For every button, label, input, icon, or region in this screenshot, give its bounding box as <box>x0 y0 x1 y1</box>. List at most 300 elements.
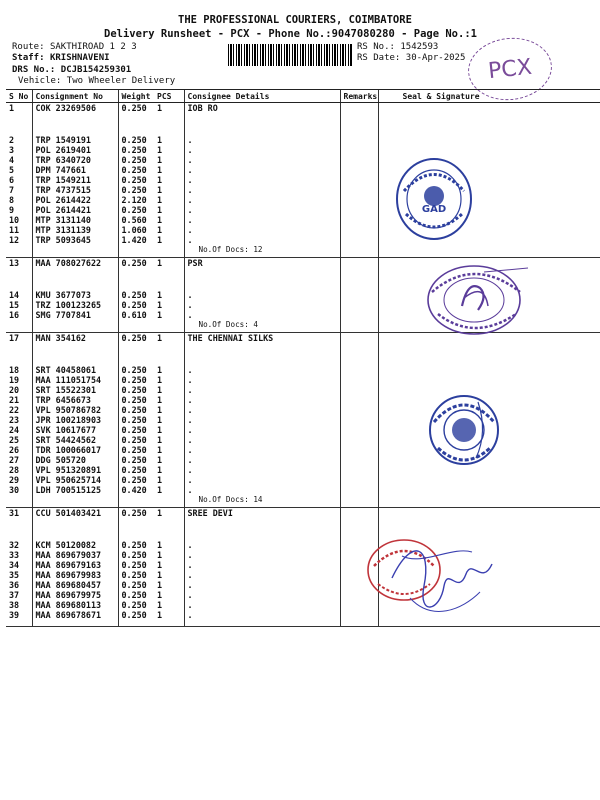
cell-consignment-no: LDH 700515125 <box>32 485 118 495</box>
table-row <box>6 365 600 375</box>
cell-sno: 21 <box>9 395 20 405</box>
cell-consignee: IOB RO <box>184 103 340 114</box>
cell-consignee: . <box>184 465 340 475</box>
table-row <box>6 185 600 195</box>
cell-weight: 0.250 <box>118 465 154 475</box>
table-row <box>6 395 600 405</box>
cell-pcs <box>154 620 184 627</box>
cell-pcs: 1 <box>157 300 163 310</box>
cell-weight: 0.250 <box>118 590 154 600</box>
cell-seal <box>378 245 600 258</box>
cell-consignment-no: KCM 50120082 <box>32 540 118 550</box>
cell-pcs: 1 <box>157 445 163 455</box>
cell-remarks <box>340 215 378 225</box>
cell-pcs <box>154 518 184 540</box>
cell-consignee: . <box>184 385 340 395</box>
cell-consignment-no: VPL 950625714 <box>32 475 118 485</box>
cell-weight: 0.250 <box>118 508 154 519</box>
cell-weight: 0.250 <box>118 415 154 425</box>
cell-consignee: . <box>184 425 340 435</box>
cell-consignee: . <box>184 145 340 155</box>
cell-weight <box>118 495 154 508</box>
cell-sno <box>6 245 32 258</box>
col-remarks-header: Remarks <box>340 90 378 103</box>
cell-pcs: 1 <box>157 310 163 320</box>
cell-pcs: 1 <box>157 365 163 375</box>
cell-consignment-no: SRT 15522301 <box>32 385 118 395</box>
no-of-docs-label: No.Of Docs: 12 <box>184 245 340 258</box>
cell-consignee: . <box>184 185 340 195</box>
cell-weight: 0.250 <box>118 550 154 560</box>
cell-sno: 26 <box>9 445 20 455</box>
cell-weight: 0.250 <box>118 145 154 155</box>
cell-weight: 1.420 <box>118 235 154 245</box>
cell-remarks <box>340 375 378 385</box>
cell-sno <box>6 113 32 135</box>
cell-weight: 0.420 <box>118 485 154 495</box>
row-spacer <box>6 343 600 365</box>
cell-remarks <box>340 415 378 425</box>
cell-consignee <box>184 268 340 290</box>
cell-pcs <box>154 268 184 290</box>
cell-sno: 1 <box>9 103 15 113</box>
cell-consignee: . <box>184 290 340 300</box>
cell-remarks <box>340 290 378 300</box>
company-title: THE PROFESSIONAL COURIERS, COIMBATORE <box>178 14 412 26</box>
cell-consignment-no: POL 2614422 <box>32 195 118 205</box>
cell-weight: 0.250 <box>118 405 154 415</box>
cell-consignee: . <box>184 415 340 425</box>
cell-pcs: 1 <box>157 580 163 590</box>
cell-pcs: 1 <box>157 425 163 435</box>
cell-remarks <box>340 103 378 114</box>
cell-weight <box>118 320 154 333</box>
cell-consignment-no <box>32 518 118 540</box>
cell-remarks <box>340 225 378 235</box>
table-row <box>6 425 600 435</box>
cell-consignment-no: MTP 3131140 <box>32 215 118 225</box>
cell-consignee: . <box>184 590 340 600</box>
cell-pcs: 1 <box>157 155 163 165</box>
route-label: Route: <box>12 42 45 52</box>
cell-consignment-no: MAA 869679983 <box>32 570 118 580</box>
table-row <box>6 445 600 455</box>
cell-pcs: 1 <box>157 560 163 570</box>
cell-sno: 29 <box>9 475 20 485</box>
cell-weight: 0.250 <box>118 385 154 395</box>
cell-consignee: . <box>184 610 340 620</box>
cell-consignee: . <box>184 560 340 570</box>
cell-pcs: 1 <box>157 135 163 145</box>
cell-consignment-no: MTP 3131139 <box>32 225 118 235</box>
cell-consignment-no: TRP 6340720 <box>32 155 118 165</box>
cell-pcs: 1 <box>157 415 163 425</box>
cell-sno: 15 <box>9 300 20 310</box>
cell-weight: 0.250 <box>118 455 154 465</box>
cell-pcs: 1 <box>157 333 163 343</box>
col-sno-header: S No <box>6 90 32 103</box>
table-row <box>6 385 600 395</box>
table-row <box>6 215 600 225</box>
cell-sno: 3 <box>9 145 15 155</box>
cell-consignee: . <box>184 135 340 145</box>
route-line <box>12 42 137 52</box>
cell-consignment-no <box>32 245 118 258</box>
cell-pcs <box>154 245 184 258</box>
cell-remarks <box>340 485 378 495</box>
cell-weight: 0.250 <box>118 580 154 590</box>
cell-pcs: 1 <box>157 175 163 185</box>
cell-consignment-no: TRP 6456673 <box>32 395 118 405</box>
cell-sno: 25 <box>9 435 20 445</box>
rs-no-label: RS No.: <box>357 42 395 52</box>
table-row <box>6 485 600 495</box>
cell-pcs <box>154 495 184 508</box>
vehicle-line <box>18 76 175 86</box>
cell-remarks <box>340 185 378 195</box>
cell-weight: 0.250 <box>118 205 154 215</box>
cell-sno: 39 <box>9 610 20 620</box>
cell-pcs: 1 <box>157 570 163 580</box>
table-row <box>6 165 600 175</box>
cell-remarks <box>340 300 378 310</box>
rs-no-line <box>357 42 438 52</box>
cell-weight: 0.250 <box>118 290 154 300</box>
cell-remarks <box>340 268 378 290</box>
cell-weight <box>118 268 154 290</box>
table-row <box>6 455 600 465</box>
rs-no-value: 1542593 <box>400 42 439 52</box>
cell-remarks <box>340 145 378 155</box>
table-row <box>6 465 600 475</box>
cell-weight: 0.250 <box>118 445 154 455</box>
drs-line <box>12 65 131 75</box>
cell-consignment-no: DPM 747661 <box>32 165 118 175</box>
cell-pcs: 1 <box>157 385 163 395</box>
cell-sno: 16 <box>9 310 20 320</box>
cell-pcs: 1 <box>157 195 163 205</box>
svk-sarees-seal-stamp <box>424 262 534 338</box>
cell-remarks <box>340 465 378 475</box>
group-first-row <box>6 103 600 114</box>
cell-pcs: 1 <box>157 185 163 195</box>
no-of-docs-label: No.Of Docs: 14 <box>184 495 340 508</box>
cell-consignment-no <box>32 268 118 290</box>
cell-sno <box>6 268 32 290</box>
cell-consignee: PSR <box>184 258 340 269</box>
cell-remarks <box>340 508 378 519</box>
cell-consignee: . <box>184 215 340 225</box>
table-row <box>6 415 600 425</box>
runsheet-subtitle: Delivery Runsheet - PCX - Phone No.:9047080280 - Page No.:1 <box>104 28 477 40</box>
cell-consignment-no: TRP 5093645 <box>32 235 118 245</box>
no-of-docs-row <box>6 495 600 508</box>
vehicle-label: Vehicle: <box>18 76 62 86</box>
cell-pcs: 1 <box>157 600 163 610</box>
cell-consignment-no: TRZ 100123265 <box>32 300 118 310</box>
cell-consignment-no <box>32 620 118 627</box>
cell-weight <box>118 518 154 540</box>
cell-consignment-no <box>32 343 118 365</box>
cell-consignment-no: MAA 708027622 <box>32 258 118 269</box>
no-of-docs-row <box>6 245 600 258</box>
cell-pcs: 1 <box>157 540 163 550</box>
cell-consignment-no: MAA 869679037 <box>32 550 118 560</box>
cell-consignee: THE CHENNAI SILKS <box>184 333 340 344</box>
cell-sno: 14 <box>9 290 20 300</box>
cell-consignment-no: MAA 869680457 <box>32 580 118 590</box>
vehicle-value: Two Wheeler Delivery <box>66 76 176 86</box>
cell-seal <box>378 375 600 385</box>
pcx-stamp: PCX <box>465 34 555 104</box>
cell-consignee <box>184 343 340 365</box>
cell-consignee: . <box>184 235 340 245</box>
cell-remarks <box>340 343 378 365</box>
cell-remarks <box>340 395 378 405</box>
col-pcs-header: PCS <box>154 90 184 103</box>
cell-seal <box>378 343 600 365</box>
cell-sno: 7 <box>9 185 15 195</box>
cell-weight: 0.250 <box>118 375 154 385</box>
cell-sno: 12 <box>9 235 20 245</box>
cell-consignee: . <box>184 580 340 590</box>
cell-sno: 30 <box>9 485 20 495</box>
cell-consignment-no: POL 2619401 <box>32 145 118 155</box>
cell-pcs <box>154 343 184 365</box>
cell-consignee: . <box>184 195 340 205</box>
cell-consignment-no: TRP 1549211 <box>32 175 118 185</box>
cell-remarks <box>340 333 378 344</box>
cell-remarks <box>340 365 378 375</box>
cell-pcs: 1 <box>157 550 163 560</box>
cell-pcs: 1 <box>157 258 163 268</box>
cell-weight: 0.250 <box>118 395 154 405</box>
cell-pcs: 1 <box>157 455 163 465</box>
cell-pcs: 1 <box>157 485 163 495</box>
table-row <box>6 475 600 485</box>
cell-consignment-no: MAA 111051754 <box>32 375 118 385</box>
cell-consignment-no: TRP 1549191 <box>32 135 118 145</box>
col-consignment-header: Consignment No <box>32 90 118 103</box>
cell-pcs <box>154 320 184 333</box>
drs-value: DCJB154259301 <box>60 65 132 75</box>
no-of-docs-label: No.Of Docs: 4 <box>184 320 340 333</box>
cell-consignee: . <box>184 375 340 385</box>
cell-consignee <box>184 518 340 540</box>
cell-consignment-no: TRP 4737515 <box>32 185 118 195</box>
table-header-row <box>6 90 600 103</box>
cell-remarks <box>340 445 378 455</box>
table-row <box>6 205 600 215</box>
col-seal-header: Seal & Signature <box>378 90 600 103</box>
cell-consignee <box>184 113 340 135</box>
cell-remarks <box>340 113 378 135</box>
cell-sno <box>6 343 32 365</box>
cell-sno: 24 <box>9 425 20 435</box>
cell-weight <box>118 343 154 365</box>
cell-sno: 33 <box>9 550 20 560</box>
cell-remarks <box>340 165 378 175</box>
cell-consignee <box>184 620 340 627</box>
cell-sno <box>6 320 32 333</box>
cell-weight: 0.610 <box>118 310 154 320</box>
cell-seal <box>378 103 600 114</box>
cell-weight: 0.250 <box>118 435 154 445</box>
cell-consignee: . <box>184 165 340 175</box>
cell-sno: 32 <box>9 540 20 550</box>
cell-consignee: . <box>184 435 340 445</box>
rs-date-label: RS Date: <box>357 53 401 63</box>
cell-consignment-no: SVK 10617677 <box>32 425 118 435</box>
cell-consignment-no: VPL 950786782 <box>32 405 118 415</box>
cell-seal <box>378 135 600 145</box>
cell-sno <box>6 518 32 540</box>
cell-seal <box>378 508 600 519</box>
cell-pcs: 1 <box>157 165 163 175</box>
cell-sno: 8 <box>9 195 15 205</box>
cell-consignee: . <box>184 300 340 310</box>
cell-remarks <box>340 385 378 395</box>
cell-remarks <box>340 245 378 258</box>
cell-consignee: . <box>184 570 340 580</box>
cell-weight: 0.250 <box>118 258 154 269</box>
cell-consignee: . <box>184 175 340 185</box>
cell-sno: 28 <box>9 465 20 475</box>
cell-consignment-no: COK 23269506 <box>32 103 118 114</box>
cell-consignment-no: POL 2614421 <box>32 205 118 215</box>
cell-sno: 9 <box>9 205 15 215</box>
cell-weight: 0.250 <box>118 425 154 435</box>
cell-consignment-no <box>32 113 118 135</box>
cell-pcs: 1 <box>157 590 163 600</box>
cell-consignment-no: MAA 869678671 <box>32 610 118 620</box>
cell-sno: 37 <box>9 590 20 600</box>
chennai-silks-seal-stamp <box>428 392 500 468</box>
table-row <box>6 135 600 145</box>
cell-consignment-no: SRT 40458061 <box>32 365 118 375</box>
cell-pcs <box>154 113 184 135</box>
sree-devi-seal-stamp <box>362 526 512 632</box>
table-row <box>6 145 600 155</box>
cell-remarks <box>340 135 378 145</box>
table-row <box>6 435 600 445</box>
cell-pcs: 1 <box>157 465 163 475</box>
cell-weight: 0.250 <box>118 175 154 185</box>
cell-pcs: 1 <box>157 475 163 485</box>
cell-sno: 34 <box>9 560 20 570</box>
cell-weight: 0.560 <box>118 215 154 225</box>
table-row <box>6 175 600 185</box>
cell-weight: 0.250 <box>118 560 154 570</box>
cell-sno: 2 <box>9 135 15 145</box>
col-consignee-header: Consignee Details <box>184 90 340 103</box>
row-spacer <box>6 113 600 135</box>
cell-sno: 35 <box>9 570 20 580</box>
rs-date-value: 30-Apr-2025 <box>405 53 466 63</box>
cell-weight: 0.250 <box>118 103 154 114</box>
cell-sno: 18 <box>9 365 20 375</box>
cell-seal <box>378 145 600 155</box>
cell-consignee: . <box>184 600 340 610</box>
staff-line <box>12 53 110 63</box>
cell-consignment-no: SRT 54424562 <box>32 435 118 445</box>
cell-pcs: 1 <box>157 395 163 405</box>
cell-weight: 0.250 <box>118 610 154 620</box>
cell-sno: 23 <box>9 415 20 425</box>
cell-remarks <box>340 425 378 435</box>
cell-pcs: 1 <box>157 103 163 113</box>
cell-pcs: 1 <box>157 205 163 215</box>
cell-consignee: . <box>184 365 340 375</box>
cell-consignee: SREE DEVI <box>184 508 340 519</box>
route-value: SAKTHIROAD 1 2 3 <box>49 42 137 52</box>
cell-remarks <box>340 235 378 245</box>
cell-remarks <box>340 455 378 465</box>
cell-consignee: . <box>184 540 340 550</box>
cell-weight: 0.250 <box>118 155 154 165</box>
cell-consignee: . <box>184 445 340 455</box>
cell-sno: 36 <box>9 580 20 590</box>
cell-consignee: . <box>184 455 340 465</box>
table-row <box>6 405 600 415</box>
cell-remarks <box>340 155 378 165</box>
cell-sno: 31 <box>9 508 20 518</box>
col-weight-header: Weight <box>118 90 154 103</box>
cell-remarks <box>340 475 378 485</box>
staff-value: KRISHNAVENI <box>49 53 110 63</box>
cell-remarks <box>340 320 378 333</box>
cell-remarks <box>340 310 378 320</box>
cell-sno: 38 <box>9 600 20 610</box>
cell-consignee: . <box>184 155 340 165</box>
cell-pcs: 1 <box>157 145 163 155</box>
cell-sno <box>6 620 32 627</box>
group-first-row <box>6 508 600 519</box>
table-row <box>6 375 600 385</box>
cell-seal <box>378 475 600 485</box>
rs-date-line <box>357 53 465 63</box>
bank-seal-stamp <box>394 156 474 242</box>
cell-weight: 0.250 <box>118 365 154 375</box>
cell-consignee: . <box>184 475 340 485</box>
cell-consignee: . <box>184 225 340 235</box>
cell-weight: 0.250 <box>118 600 154 610</box>
cell-remarks <box>340 435 378 445</box>
cell-sno: 13 <box>9 258 20 268</box>
cell-sno: 5 <box>9 165 15 175</box>
cell-sno: 19 <box>9 375 20 385</box>
cell-consignment-no: TDR 100066017 <box>32 445 118 455</box>
cell-pcs: 1 <box>157 375 163 385</box>
cell-weight: 0.250 <box>118 300 154 310</box>
cell-pcs: 1 <box>157 225 163 235</box>
cell-consignee: . <box>184 405 340 415</box>
table-row <box>6 235 600 245</box>
drs-label: DRS No.: <box>12 65 56 75</box>
cell-weight <box>118 245 154 258</box>
bank-seal-text: GAD <box>421 204 447 215</box>
cell-sno: 4 <box>9 155 15 165</box>
cell-consignment-no: VPL 951320891 <box>32 465 118 475</box>
cell-weight: 0.250 <box>118 165 154 175</box>
cell-pcs: 1 <box>157 435 163 445</box>
table-row <box>6 155 600 165</box>
cell-consignee: . <box>184 485 340 495</box>
staff-label: Staff: <box>12 53 45 63</box>
cell-remarks <box>340 258 378 269</box>
cell-sno: 27 <box>9 455 20 465</box>
cell-weight: 0.250 <box>118 185 154 195</box>
